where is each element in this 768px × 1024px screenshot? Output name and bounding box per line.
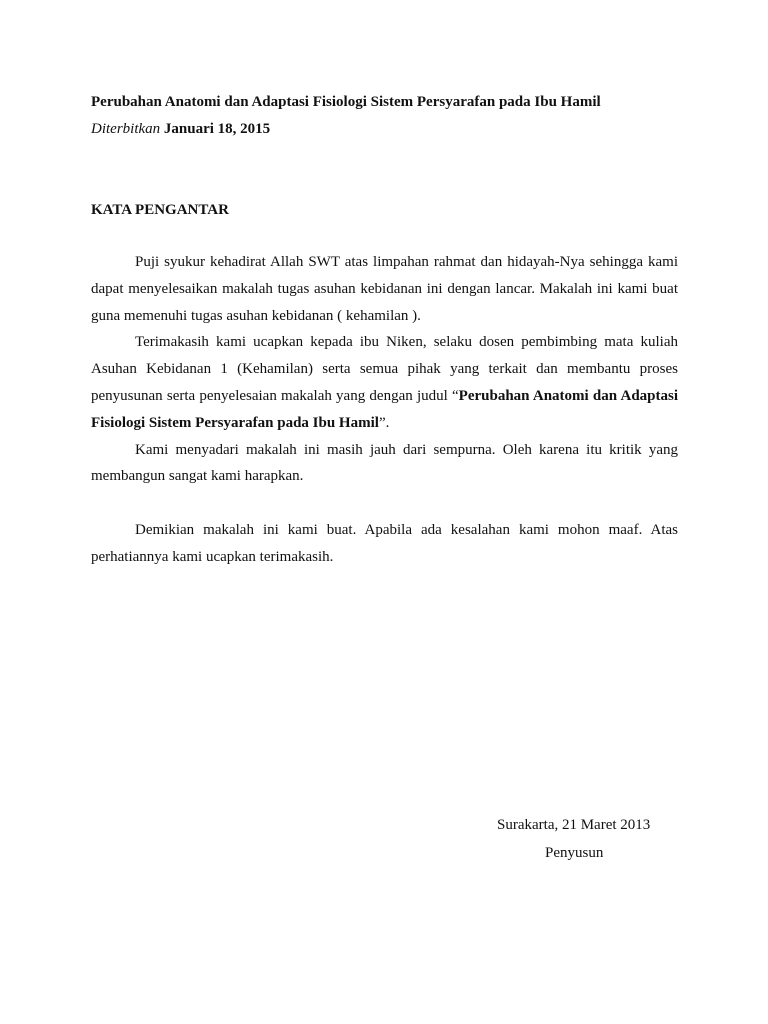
paragraph-2-closing: ”. [378, 414, 390, 431]
document-title: Perubahan Anatomi dan Adaptasi Fisiologi Sistem Persyarafan pada Ibu Hamil [91, 94, 601, 110]
published-date: Januari 18, 2015 [163, 121, 271, 137]
paragraph-2-title-reference: Perubahan Anatomi dan Adaptasi Fisiologi Sistem Persyarafan pada Ibu Hamil [91, 387, 679, 431]
published-line [91, 120, 270, 138]
signature-role: Penyusun [545, 845, 604, 861]
closing-body [91, 517, 678, 571]
foreword-body [91, 249, 678, 490]
signature-place-date: Surakarta, 21 Maret 2013 [497, 817, 651, 833]
paragraph-2-text: Terimakasih kami ucapkan kepada ibu Niken, selaku dosen pembimbing mata kuliah Asuhan Kebidanan 1 (Kehamilan) serta semua pihak yang terkait dan membantu proses penyusunan serta penyelesaian makalah yang dengan judul “ [91, 334, 678, 404]
paragraph-1: Puji syukur kehadirat Allah SWT atas limpahan rahmat dan hidayah-Nya sehingga kami dapat menyelesaikan makalah tugas asuhan kebidanan ini dengan lancar. Makalah ini kami buat guna memenuhi tugas asuhan kebidanan ( kehamilan ). [91, 254, 678, 324]
paragraph-4: Demikian makalah ini kami buat. Apabila ada kesalahan kami mohon maaf. Atas perhatiannya kami ucapkan terimakasih. [91, 522, 678, 565]
paragraph-2 [91, 329, 678, 436]
paragraph-3: Kami menyadari makalah ini masih jauh dari sempurna. Oleh karena itu kritik yang membangun sangat kami harapkan. [91, 441, 678, 485]
published-label: Diterbitkan [91, 121, 161, 137]
section-heading: KATA PENGANTAR [91, 202, 229, 218]
